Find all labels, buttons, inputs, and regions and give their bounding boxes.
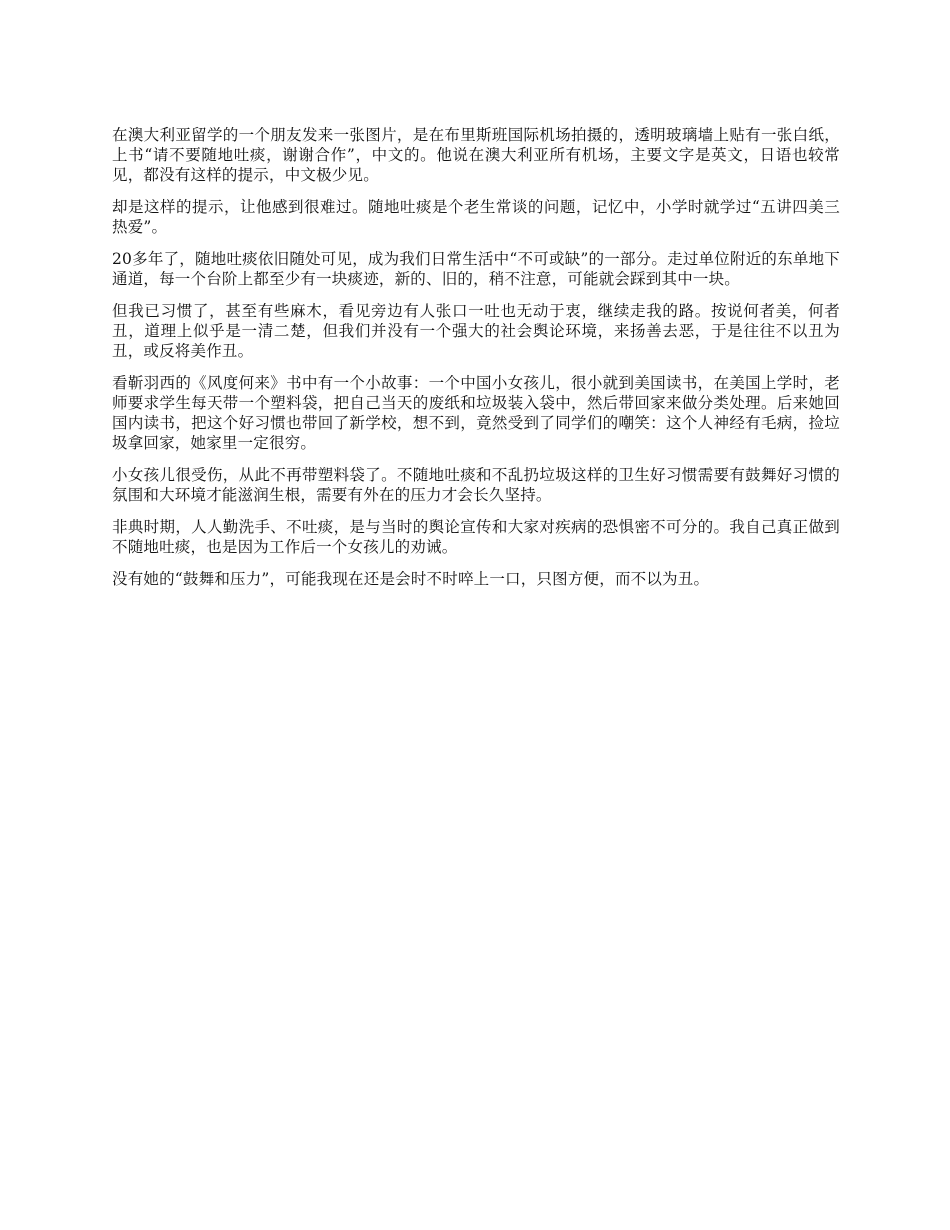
paragraph-7: 非典时期，人人勤洗手、不吐痰，是与当时的舆论宣传和大家对疾病的恐惧密不可分的。我自己真正做到不随地吐痰，也是因为工作后一个女孩儿的劝诫。 xyxy=(112,518,840,556)
paragraph-3: 20多年了，随地吐痰依旧随处可见，成为我们日常生活中“不可或缺”的一部分。走过单位附近的东单地下通道，每一个台阶上都至少有一块痰迹，新的、旧的，稍不注意，可能就会踩到其中一块。 xyxy=(112,250,840,288)
paragraph-8: 没有她的“鼓舞和压力”，可能我现在还是会时不时啐上一口，只图方便，而不以为丑。 xyxy=(112,570,710,588)
paragraph-5: 看靳羽西的《风度何来》书中有一个小故事：一个中国小女孩儿，很小就到美国读书，在美国上学时，老师要求学生每天带一个塑料袋，把自己当天的废纸和垃圾装入袋中，然后带回家来做分类处理。后来她回国内读书，把这个好习惯也带回了新学校，想不到，竟然受到了同学们的嘲笑：这个人神经有毛病，捡垃圾拿回家，她家里一定很穷。 xyxy=(112,374,840,452)
paragraph-4: 但我已习惯了，甚至有些麻木，看见旁边有人张口一吐也无动于衷，继续走我的路。按说何者美，何者丑，道理上似乎是一清二楚，但我们并没有一个强大的社会舆论环境，来扬善去恶，于是往往不以丑为丑，或反将美作丑。 xyxy=(112,302,840,360)
paragraph-1: 在澳大利亚留学的一个朋友发来一张图片，是在布里斯班国际机场拍摄的，透明玻璃墙上贴有一张白纸，上书“请不要随地吐痰，谢谢合作”，中文的。他说在澳大利亚所有机场，主要文字是英文，日语也较常见，都没有这样的提示，中文极少见。 xyxy=(112,126,840,184)
paragraph-6: 小女孩儿很受伤，从此不再带塑料袋了。不随地吐痰和不乱扔垃圾这样的卫生好习惯需要有鼓舞好习惯的氛围和大环境才能滋润生根，需要有外在的压力才会长久坚持。 xyxy=(112,466,840,504)
article-body xyxy=(112,125,840,601)
paragraph-2: 却是这样的提示，让他感到很难过。随地吐痰是个老生常谈的问题，记忆中，小学时就学过“五讲四美三热爱”。 xyxy=(112,198,840,236)
